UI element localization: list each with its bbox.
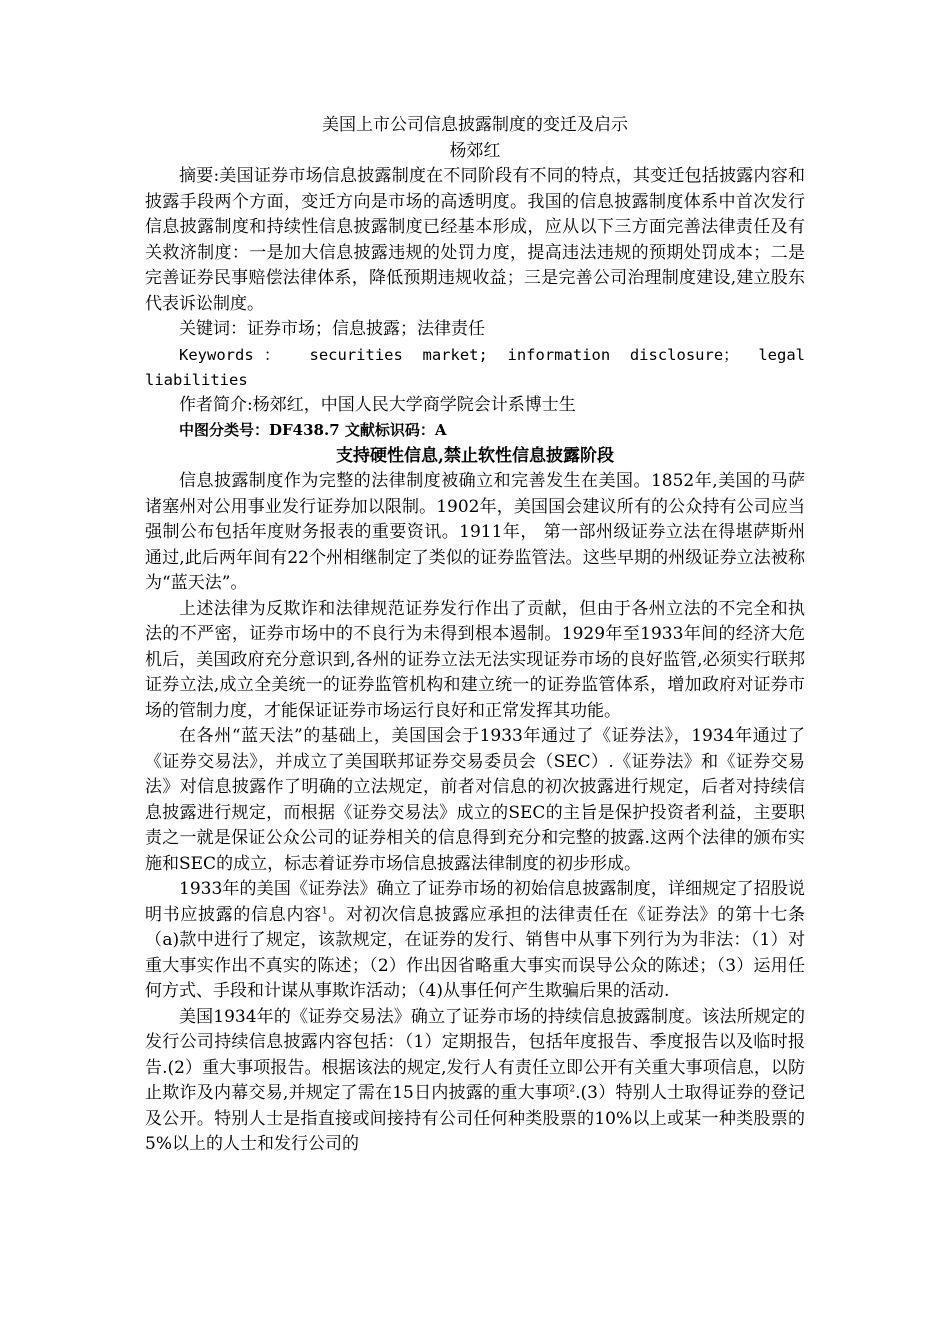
- paragraph-4-text-a: 1933年的美国《证券法》确立了证券市场的初始信息披露制度，详细规定了招股说明书应披露的信息内容: [145, 879, 805, 925]
- body-paragraph-5: [145, 1005, 805, 1158]
- body-paragraph-4: [145, 877, 805, 1005]
- keywords-english: Keywords： securities market; information disclosure； legal liabilities: [145, 345, 805, 389]
- body-paragraph-2: 上述法律为反欺诈和法律规范证券发行作出了贡献，但由于各州立法的不完全和执法的不严密，证券市场中的不良行为未得到根本遏制。1929年至1933年间的经济大危机后，美国政府充分意识到,各州的证券立法无法实现证券市场的良好监管,必须实行联邦证券立法,成立全美统一的证券监管机构和建立统一的证券监管体系，增加政府对证券市场的管制力度，才能保证证券市场运行良好和正常发挥其功能。: [145, 598, 805, 721]
- article-title: 美国上市公司信息披露制度的变迁及启示: [322, 115, 628, 135]
- section-heading: 支持硬性信息,禁止软性信息披露阶段: [336, 446, 614, 466]
- document-page: [145, 112, 805, 1158]
- keywords-chinese: 关键词：证券市场；信息披露；法律责任: [179, 319, 485, 339]
- paragraph-4-text-b: 。对初次信息披露应承担的法律责任在《证券法》的第十七条（a)款中进行了规定，该款规定，在证券的发行、销售中从事下列行为为非法：（1）对重大事实作出不真实的陈述；（2）作出因省略重大事实而误导公众的陈述；（3）运用任何方式、手段和计谋从事欺诈活动；（4)从事任何产生欺骗后果的活动.: [145, 904, 805, 1001]
- paragraph-5-text-a: 美国1934年的《证券交易法》确立了证券市场的持续信息披露制度。该法所规定的发行公司持续信息披露内容包括：（1）定期报告，包括年度报告、季度报告以及临时报告.(2）重大事项报告。根据该法的规定,发行人有责任立即公开有关重大事项信息，以防止欺诈及内幕交易,并规定了需在15日内披露的重大事项: [145, 1006, 805, 1103]
- paragraph-5-text-b: .(3）特别人士取得证券的登记及公开。特别人士是指直接或间接持有公司任何种类股票的10%以上或某一种类股票的5%以上的人士和发行公司的: [145, 1083, 805, 1154]
- footnote-ref-1[interactable]: 1: [321, 905, 328, 916]
- classification-line: 中图分类号：DF438.7 文献标识码：A: [179, 421, 447, 439]
- article-author: 杨郊红: [449, 141, 501, 161]
- footnote-ref-2[interactable]: 2: [569, 1084, 576, 1095]
- author-introduction: 作者简介:杨郊红，中国人民大学商学院会计系博士生: [179, 394, 576, 415]
- body-paragraph-3: 在各州“蓝天法”的基础上，美国国会于1933年通过了《证券法》，1934年通过了《证券交易法》，并成立了美国联邦证券交易委员会（SEC）.《证券法》和《证券交易法》对信息披露作了明确的立法规定，前者对信息的初次披露进行规定，后者对持续信息披露进行规定，而根据《证券交易法》成立的SEC的主旨是保护投资者利益，主要职责之一就是保证公众公司的证券相关的信息得到充分和完整的披露.这两个法律的颁布实施和SEC的成立，标志着证券市场信息披露法律制度的初步形成。: [145, 726, 805, 874]
- abstract-paragraph: 摘要:美国证券市场信息披露制度在不同阶段有不同的特点，其变迁包括披露内容和披露手段两个方面，变迁方向是市场的高透明度。我国的信息披露制度体系中首次发行信息披露制度和持续性信息披露制度已经基本形成，应从以下三方面完善法律责任及有关救济制度：一是加大信息披露违规的处罚力度，提高违法违规的预期处罚成本；二是完善证券民事赔偿法律体系，降低预期违规收益；三是完善公司治理制度建设,建立股东代表诉讼制度。: [145, 166, 805, 314]
- body-paragraph-1: 信息披露制度作为完整的法律制度被确立和完善发生在美国。1852年,美国的马萨诸塞州对公用事业发行证券加以限制。1902年，美国国会建议所有的公众持有公司应当强制公布包括年度财务报表的重要资讯。1911年， 第一部州级证券立法在得堪萨斯州通过,此后两年间有22个州相继制定了类似的证券监管法。这些早期的州级证券立法被称为“蓝天法”。: [145, 471, 805, 593]
